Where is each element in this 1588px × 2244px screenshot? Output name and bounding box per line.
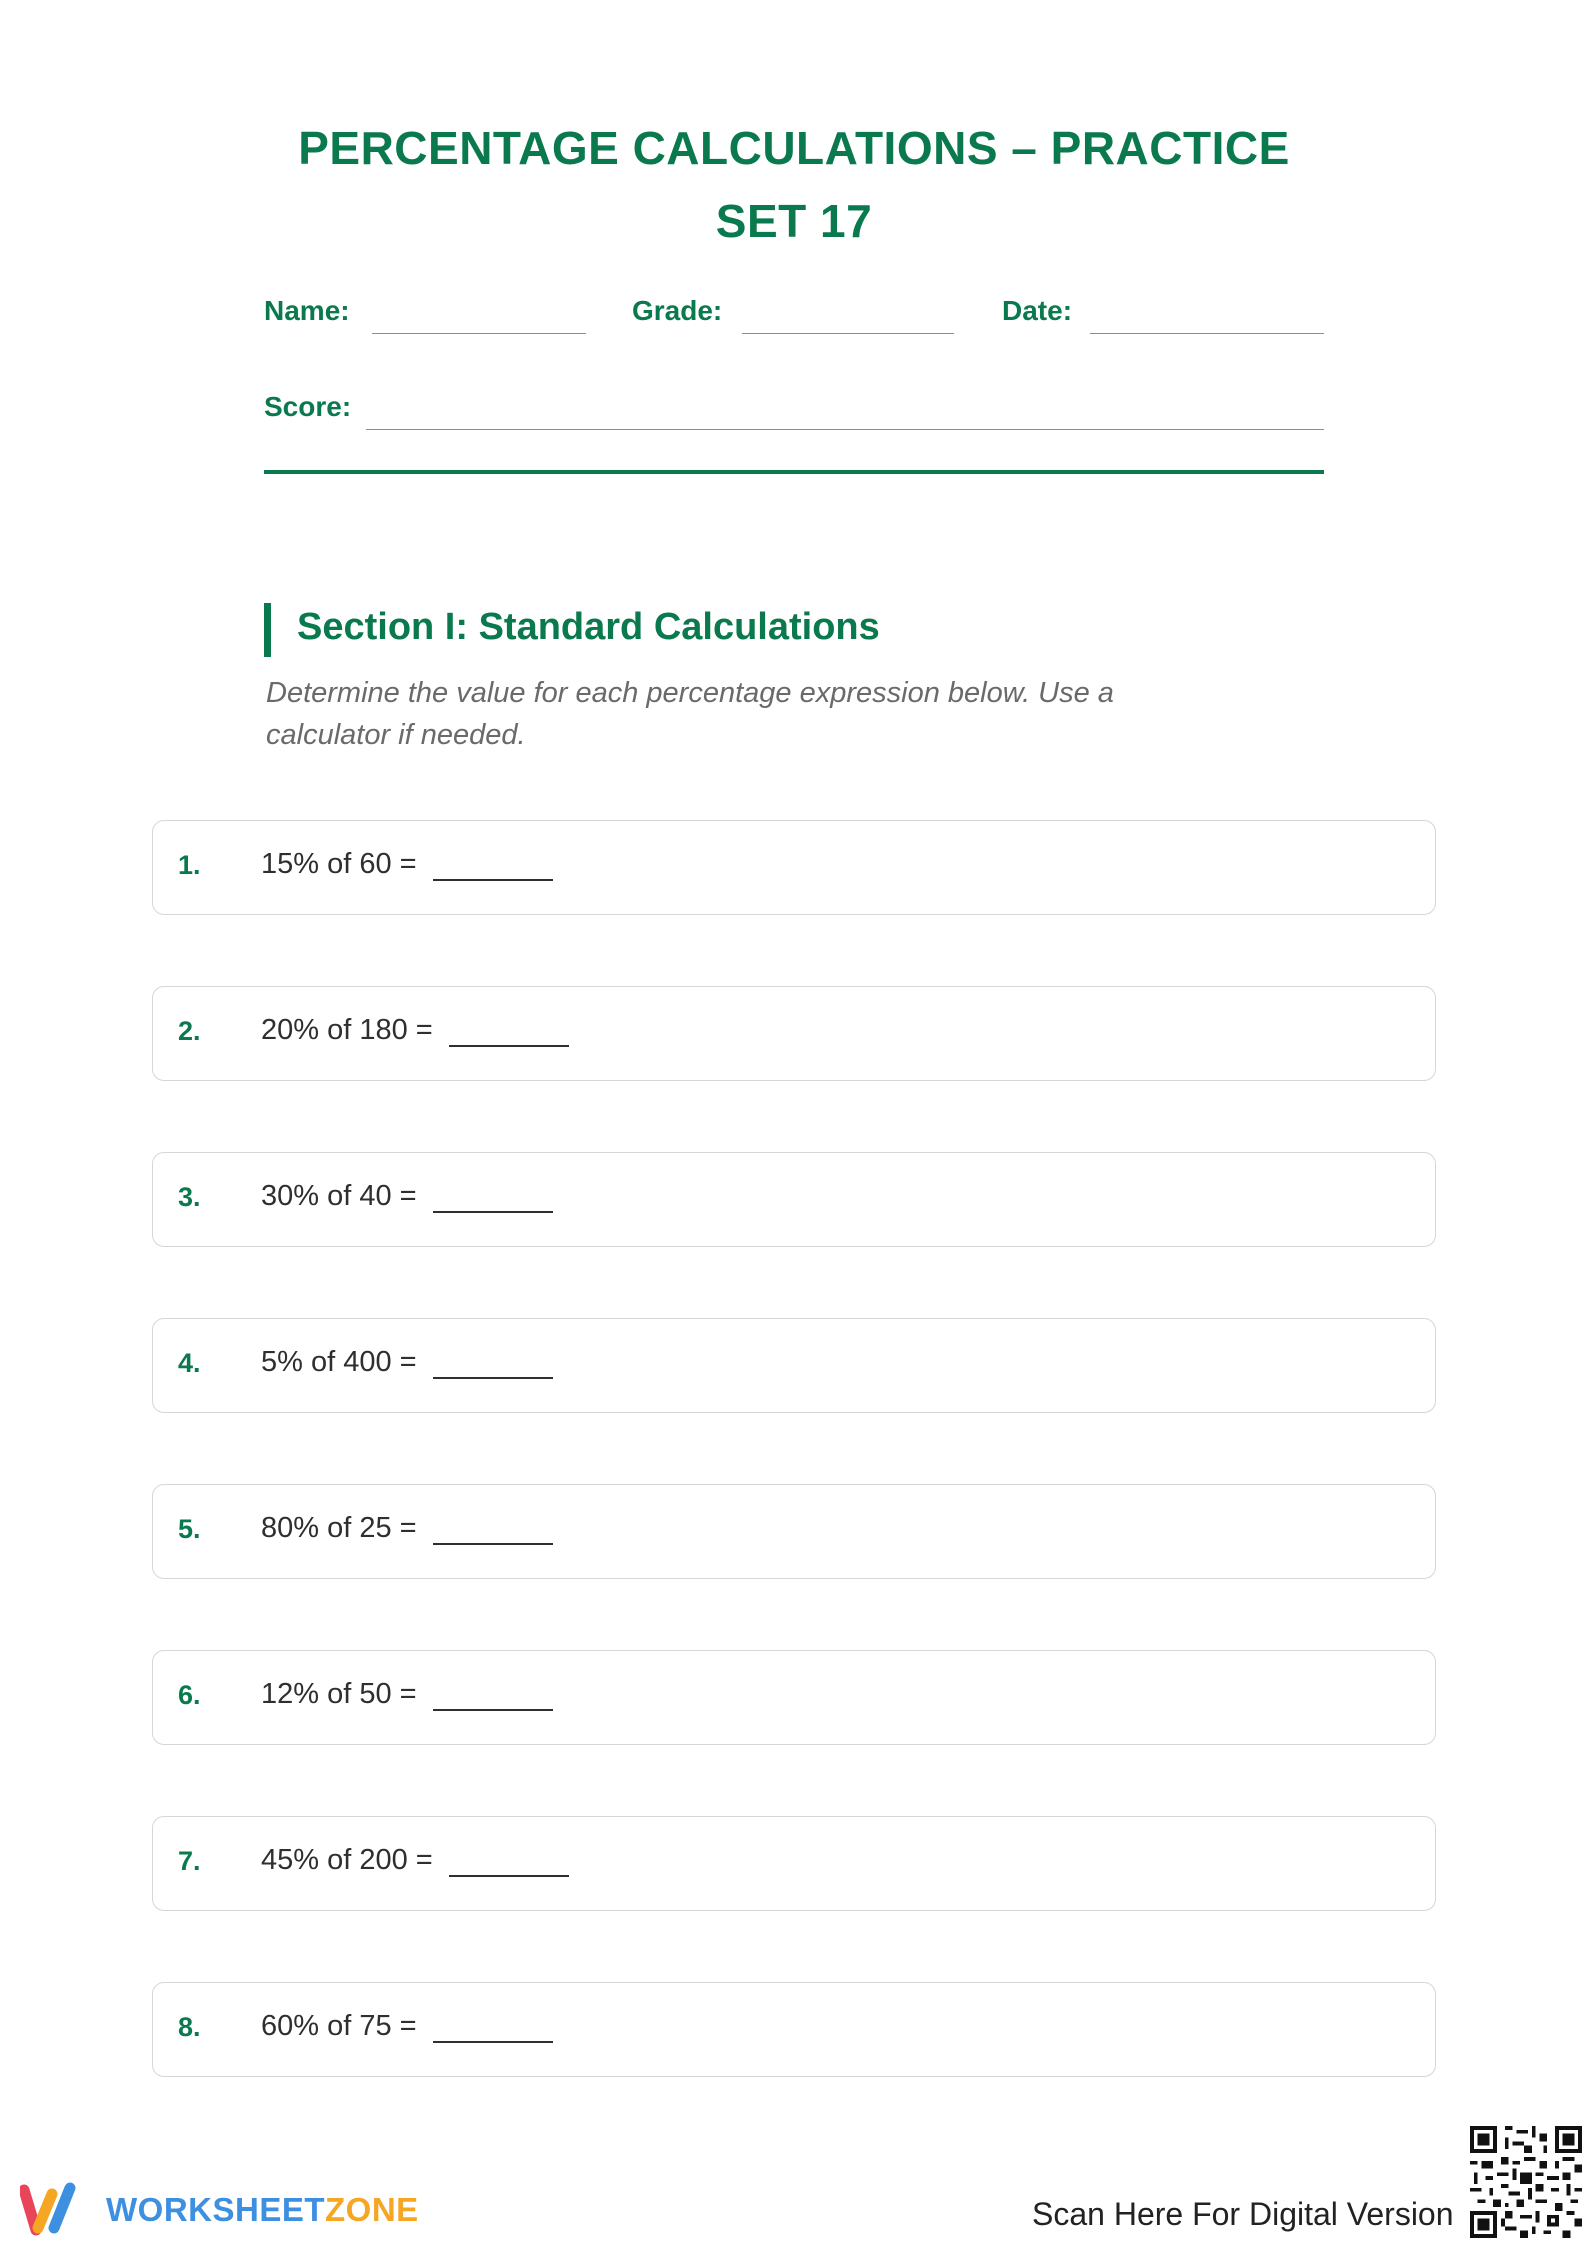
question-card (152, 1816, 1436, 1911)
answer-blank[interactable] (449, 1019, 569, 1047)
grade-label: Grade: (632, 295, 723, 326)
section-accent-bar (264, 603, 271, 657)
question-card (152, 986, 1436, 1081)
question-card (152, 1650, 1436, 1745)
question-card (152, 1152, 1436, 1247)
worksheet-title (260, 112, 1328, 258)
title-line-2: SET 17 (715, 195, 873, 247)
worksheetzone-logo-icon (20, 2182, 94, 2238)
question-number: 3. (178, 1182, 201, 1212)
qr-code-icon[interactable] (1470, 2126, 1582, 2238)
question-number: 2. (178, 1016, 201, 1046)
date-field[interactable] (1090, 333, 1324, 334)
title-line-1: PERCENTAGE CALCULATIONS – PRACTICE (298, 122, 1290, 174)
section-instruction: Determine the value for each percentage expression below. Use a calculator if needed. (266, 677, 1114, 751)
grade-field[interactable] (742, 333, 954, 334)
question-number: 5. (178, 1514, 201, 1544)
brand-part-1: WORKSHEET (106, 2191, 325, 2228)
footer-logo[interactable] (20, 2182, 419, 2238)
question-number: 8. (178, 2012, 201, 2042)
question-expression: 30% of 40 = (261, 1180, 417, 1212)
answer-blank[interactable] (433, 1185, 553, 1213)
question-expression: 5% of 400 = (261, 1346, 417, 1378)
score-label: Score: (264, 391, 352, 422)
question-expression: 60% of 75 = (261, 2010, 417, 2042)
name-label: Name: (264, 295, 350, 326)
question-expression: 20% of 180 = (261, 1014, 433, 1046)
question-number: 7. (178, 1846, 201, 1876)
answer-blank[interactable] (433, 1517, 553, 1545)
question-expression: 15% of 60 = (261, 848, 417, 880)
question-expression: 45% of 200 = (261, 1844, 433, 1876)
scan-caption: Scan Here For Digital Version (1032, 2196, 1454, 2232)
question-number: 4. (178, 1348, 201, 1378)
score-field[interactable] (366, 429, 1324, 430)
question-card (152, 820, 1436, 915)
name-field[interactable] (372, 333, 586, 334)
question-expression: 12% of 50 = (261, 1678, 417, 1710)
brand-part-2: ZONE (325, 2191, 419, 2228)
question-card (152, 1982, 1436, 2077)
section-title: Section I: Standard Calculations (297, 606, 880, 648)
brand-name (106, 2191, 419, 2229)
question-number: 6. (178, 1680, 201, 1710)
header-divider (264, 470, 1324, 474)
answer-blank[interactable] (433, 1351, 553, 1379)
question-expression: 80% of 25 = (261, 1512, 417, 1544)
question-number: 1. (178, 850, 201, 880)
question-card (152, 1318, 1436, 1413)
answer-blank[interactable] (449, 1849, 569, 1877)
answer-blank[interactable] (433, 2015, 553, 2043)
date-label: Date: (1002, 295, 1073, 326)
question-card (152, 1484, 1436, 1579)
answer-blank[interactable] (433, 853, 553, 881)
answer-blank[interactable] (433, 1683, 553, 1711)
